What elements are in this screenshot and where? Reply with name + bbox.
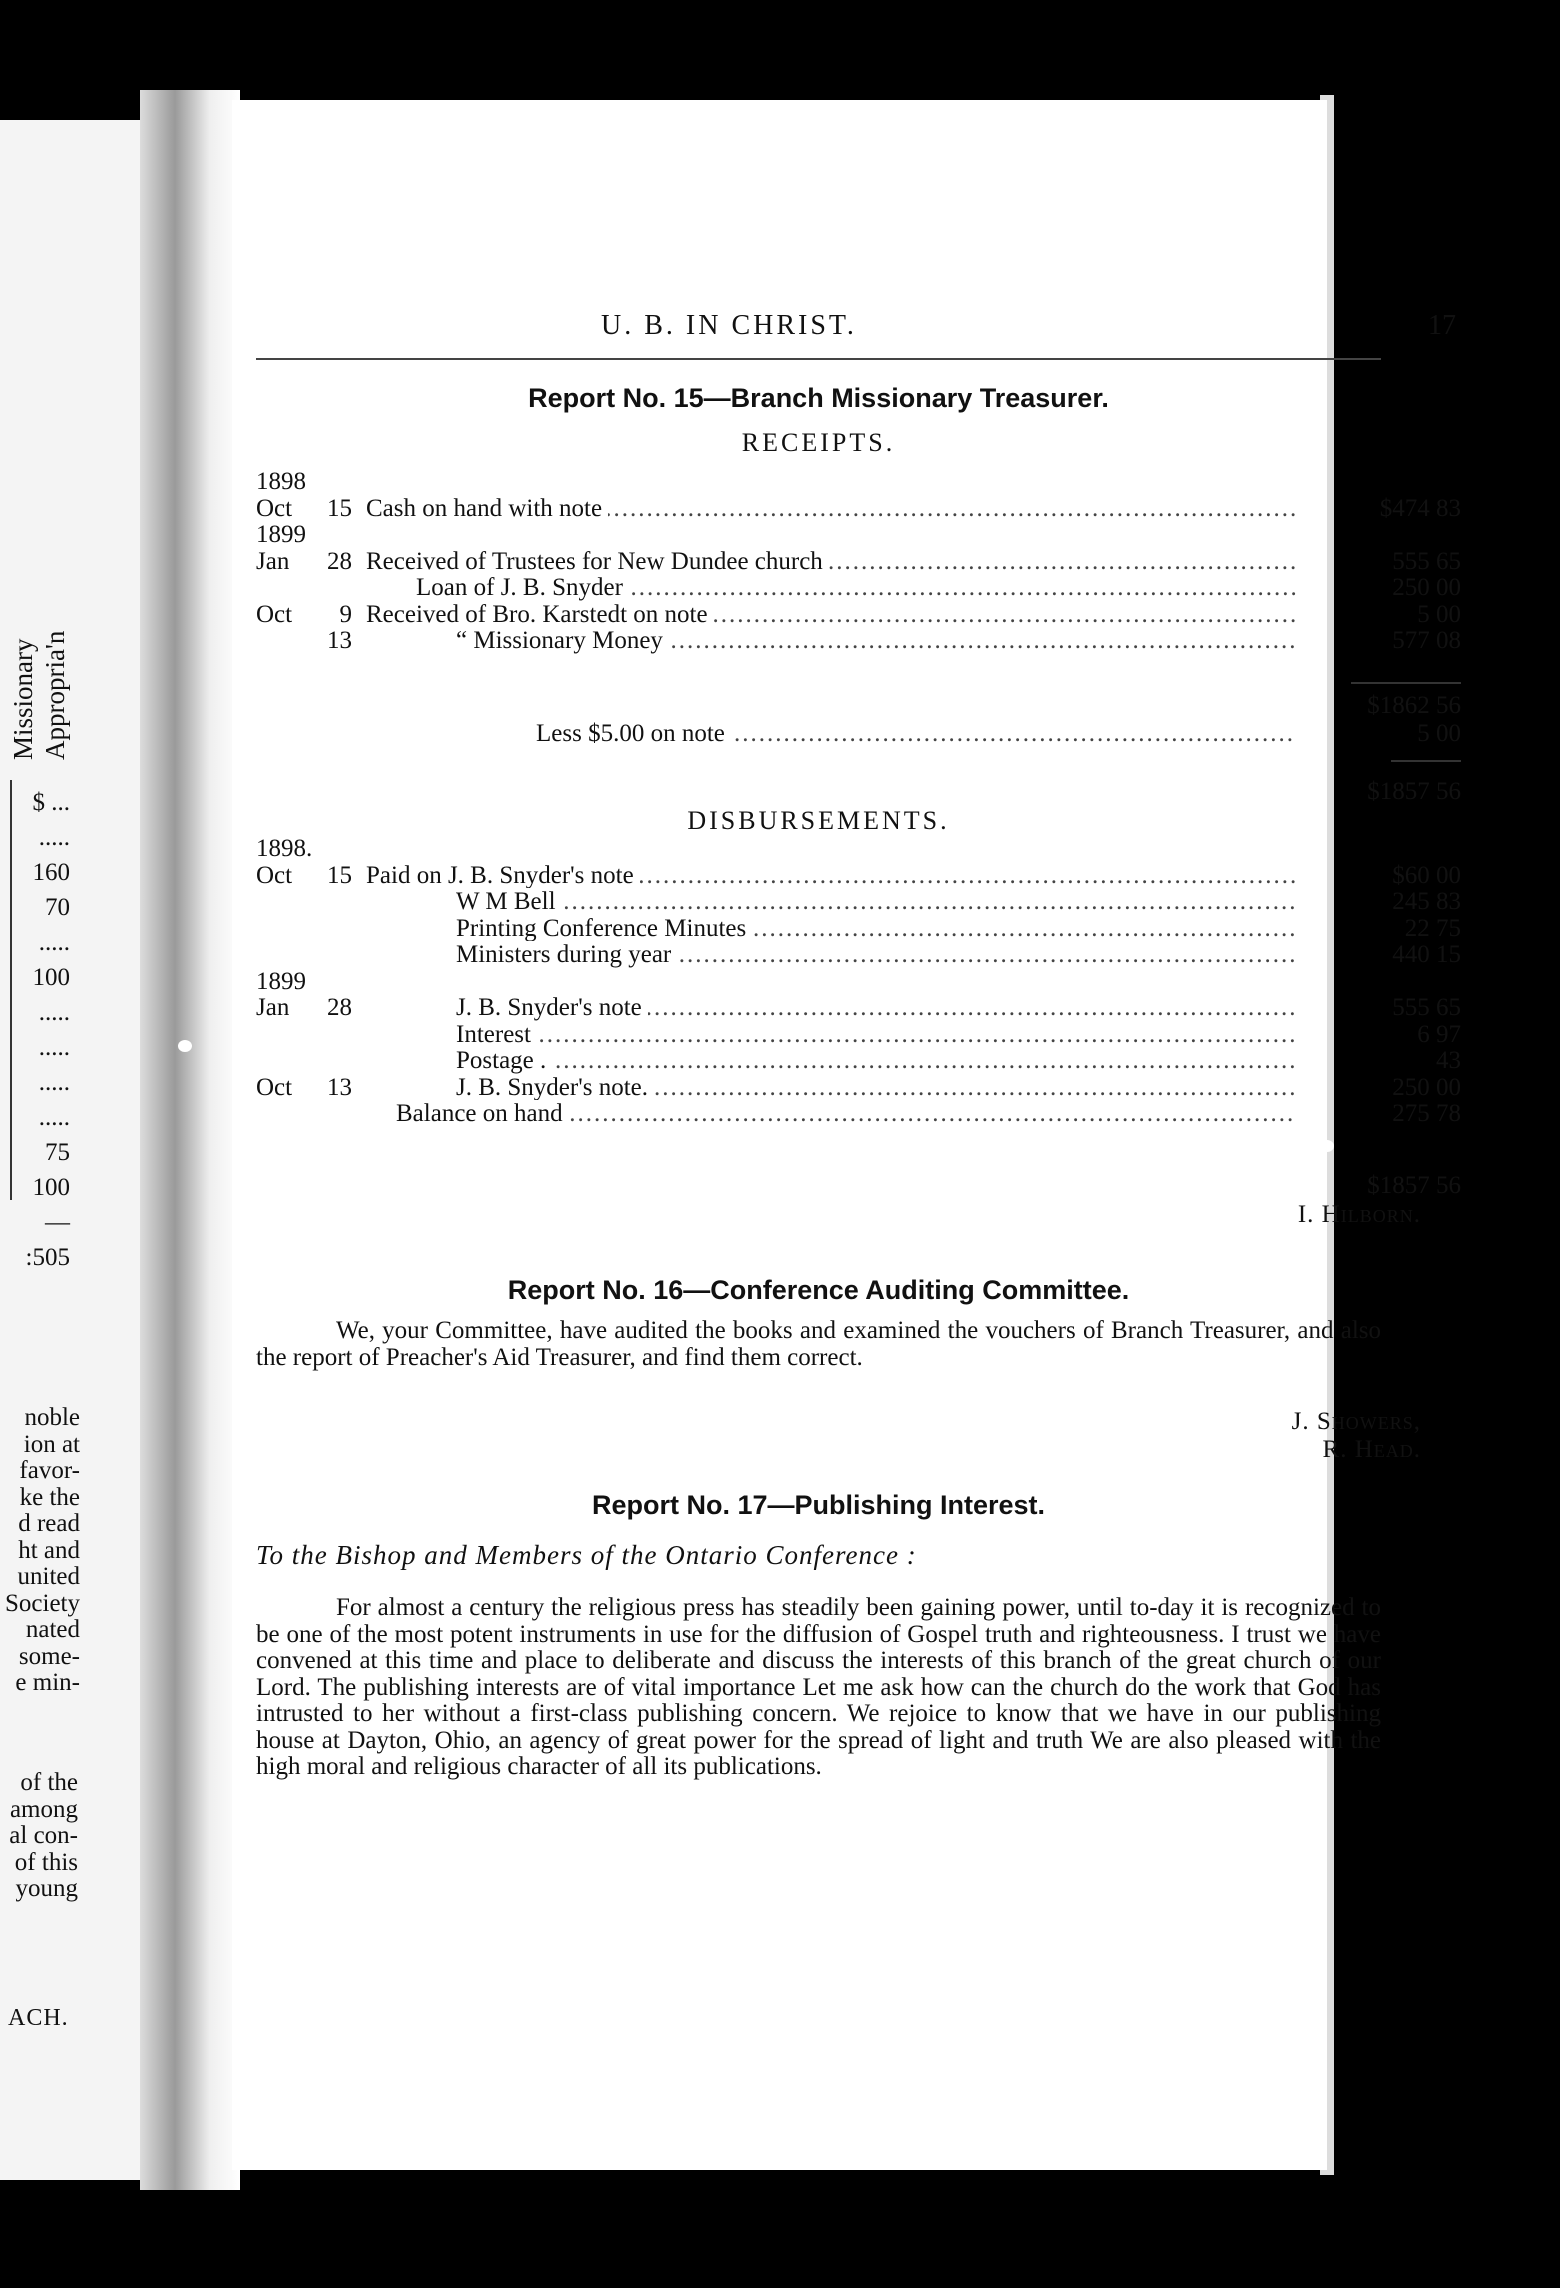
facing-page-line: favor- xyxy=(19,1457,80,1484)
appropriation-value: 100 xyxy=(32,1174,70,1201)
disb-row xyxy=(256,968,1381,998)
disb-desc xyxy=(396,1100,1296,1128)
facing-page-line: noble xyxy=(24,1404,80,1431)
rec-desc xyxy=(456,627,1296,655)
less-label: Less $5.00 on note xyxy=(536,720,731,747)
rec-amount: $474 83 xyxy=(1379,494,1461,522)
appropriation-value: ..... xyxy=(38,1034,70,1061)
rec-day: 13 xyxy=(327,627,352,654)
appropriation-value: 75 xyxy=(45,1139,70,1166)
facing-page-line: nated xyxy=(25,1616,80,1643)
disb-amount: 22 75 xyxy=(1404,914,1461,942)
rec-year: 1898 xyxy=(256,468,306,495)
book-gutter xyxy=(140,90,240,2190)
disb-amount: $60 00 xyxy=(1392,861,1461,889)
appropriation-value: ..... xyxy=(38,824,70,851)
disb-amount: 440 15 xyxy=(1392,941,1461,968)
signature-head: R. Head. xyxy=(1322,1436,1421,1463)
rec-amount: 577 08 xyxy=(1392,627,1461,654)
column-heading-appropriation: Appropria'n xyxy=(40,630,70,760)
rec-row xyxy=(256,494,1461,525)
running-head xyxy=(256,310,1456,350)
appropriation-value: ..... xyxy=(38,929,70,956)
appropriation-value: ..... xyxy=(38,1104,70,1131)
subtotal-rule xyxy=(1351,682,1461,684)
receipts-subtotal-row xyxy=(256,692,1461,722)
disb-desc xyxy=(456,915,1296,943)
disb-row xyxy=(256,861,1461,892)
disb-row xyxy=(256,941,1461,971)
facing-page-signature: ACH. xyxy=(8,2005,69,2031)
disb-desc xyxy=(366,862,1296,890)
disb-row xyxy=(256,1100,1461,1130)
speck xyxy=(178,1040,192,1052)
header-rule xyxy=(256,358,1381,360)
disb-month: Oct xyxy=(256,1073,293,1101)
disb-desc-text: Interest xyxy=(456,1021,537,1048)
disb-row xyxy=(256,1047,1461,1077)
rec-amount: 250 00 xyxy=(1392,574,1461,601)
rec-month: Oct xyxy=(256,494,293,522)
facing-page-line: ke the xyxy=(19,1483,80,1511)
facing-page-line: e min- xyxy=(15,1669,80,1696)
report-17-salutation: To the Bishop and Members of the Ontario Conference : xyxy=(256,1540,917,1570)
facing-page-text-2 xyxy=(0,1770,78,1903)
disb-month: Jan xyxy=(256,994,290,1021)
appropriation-value: $ ... xyxy=(32,789,70,816)
rec-desc xyxy=(416,574,1296,602)
running-head-title: U. B. IN CHRIST. xyxy=(601,310,857,341)
report-15-signature: I. Hilborn. xyxy=(1297,1201,1421,1228)
disb-day: 13 xyxy=(327,1073,352,1101)
column-heading-missionary: Missionary xyxy=(8,638,38,760)
disb-year: 1898. xyxy=(256,835,313,862)
facing-page-line: d read xyxy=(18,1510,80,1537)
rec-row xyxy=(256,600,1461,631)
rec-amount: 5 00 xyxy=(1417,600,1461,628)
disb-desc xyxy=(456,888,1296,916)
disb-desc xyxy=(456,994,1296,1022)
rec-year: 1899 xyxy=(256,521,306,548)
facing-page-line: united xyxy=(17,1563,80,1590)
rec-row xyxy=(256,521,1381,551)
rec-row xyxy=(256,627,1461,657)
book-page xyxy=(232,100,1461,2170)
report-16-body xyxy=(256,1318,1381,1371)
disb-desc-text: W M Bell xyxy=(456,888,562,915)
facing-page-line: of this xyxy=(14,1848,78,1876)
disb-amount: 245 83 xyxy=(1392,888,1461,915)
rec-day: 28 xyxy=(327,547,352,575)
disb-month: Oct xyxy=(256,861,293,889)
rec-row xyxy=(256,468,1381,498)
facing-page-line: some- xyxy=(18,1642,80,1670)
report-17-paragraph: For almost a century the religious press has steadily been gaining power, until to-day it is recognized to be one of the most potent instruments in use for the diffusion of Gospel truth and righteousness. I trust we have convened at this time and place to deliberate and discuss the interests of this branch of the great church of our Lord. The publishing interests are of vital importance Let me ask how can the church do the work that God has intrusted to her without a first-class publishing concern. We rejoice to know that we have in our publishing house at Dayton, Ohio, an agency of great power for the spread of light and truth We are also pleased with the high moral and religious character of all its publications. xyxy=(256,1594,1381,1780)
report-17-heading: Report No. 17—Publishing Interest. xyxy=(591,1490,1046,1520)
report-17-body xyxy=(256,1595,1381,1781)
disb-amount: 555 65 xyxy=(1392,994,1461,1021)
page-number: 17 xyxy=(1428,310,1456,341)
facing-page-line: ht and xyxy=(18,1536,80,1564)
appropriation-value: 100 xyxy=(32,964,70,991)
rec-desc xyxy=(366,601,1296,629)
disb-row xyxy=(256,1073,1461,1104)
disb-row xyxy=(256,1020,1461,1051)
disbursements-total-row xyxy=(256,1172,1461,1202)
rec-month: Oct xyxy=(256,600,293,628)
receipts-subtotal: $1862 56 xyxy=(1367,692,1461,719)
disb-desc-text: Ministers during year xyxy=(456,941,677,968)
rec-desc-text: Received of Bro. Karstedt on note xyxy=(366,601,714,628)
disb-desc-text: J. B. Snyder's note. xyxy=(456,1074,654,1101)
appropriation-column xyxy=(0,785,70,1275)
disb-row xyxy=(256,914,1461,945)
disbursements-title: DISBURSEMENTS. xyxy=(687,806,950,835)
disb-row xyxy=(256,888,1461,918)
disb-desc xyxy=(456,1021,1296,1049)
disb-desc-text: Balance on hand xyxy=(396,1100,569,1127)
rec-desc-text: Cash on hand with note xyxy=(366,495,608,522)
disb-year: 1899 xyxy=(256,967,306,995)
disb-day: 15 xyxy=(327,861,352,889)
rec-desc-text: “ Missionary Money xyxy=(456,627,669,654)
appropriation-value: 160 xyxy=(32,859,70,886)
appropriation-value: — xyxy=(45,1209,70,1236)
receipts-total: $1857 56 xyxy=(1367,778,1461,805)
receipts-total-row xyxy=(256,778,1461,808)
facing-page-line: Society xyxy=(5,1589,80,1617)
disb-desc-text: Paid on J. B. Snyder's note xyxy=(366,862,640,889)
less-amount: 5 00 xyxy=(1417,720,1461,747)
signature-showers: J. Showers, xyxy=(1291,1408,1421,1435)
disb-desc xyxy=(456,1047,1296,1075)
disb-row xyxy=(256,994,1461,1024)
report-16-heading: Report No. 16—Conference Auditing Committee. xyxy=(507,1275,1130,1305)
disb-desc-text: Printing Conference Minutes xyxy=(456,915,752,942)
disb-day: 28 xyxy=(327,994,352,1021)
disb-row xyxy=(256,835,1381,865)
appropriation-value: 70 xyxy=(45,894,70,921)
disb-amount: 6 97 xyxy=(1417,1020,1461,1048)
disb-desc-text: J. B. Snyder's note xyxy=(456,994,648,1021)
disb-amount: 275 78 xyxy=(1392,1100,1461,1127)
facing-page-line: ion at xyxy=(23,1430,80,1458)
speck xyxy=(1320,1140,1334,1152)
disbursements-total: $1857 56 xyxy=(1367,1172,1461,1199)
rec-amount: 555 65 xyxy=(1392,547,1461,575)
rec-month: Jan xyxy=(256,547,290,575)
disb-desc xyxy=(456,941,1296,969)
appropriation-value: :505 xyxy=(25,1244,70,1271)
less-row xyxy=(256,720,1461,750)
appropriation-value: ..... xyxy=(38,999,70,1026)
disb-amount: 250 00 xyxy=(1392,1073,1461,1101)
facing-page-column-headings xyxy=(8,560,70,760)
facing-page-line: young xyxy=(15,1875,78,1902)
report-15-heading: Report No. 15—Branch Missionary Treasurer. xyxy=(528,383,1109,413)
facing-page-line: of the xyxy=(20,1769,78,1796)
disb-desc-text: Postage . xyxy=(456,1047,552,1074)
total-rule xyxy=(1391,760,1461,762)
report-16-paragraph: We, your Committee, have audited the books and examined the vouchers of Branch Treasurer, and also the report of Preacher's Aid Treasurer, and find them correct. xyxy=(256,1317,1381,1371)
rec-day: 9 xyxy=(339,600,352,628)
disb-desc xyxy=(456,1074,1296,1102)
facing-page-line: among xyxy=(9,1795,78,1823)
receipts-title: RECEIPTS. xyxy=(741,428,896,457)
facing-page-text xyxy=(4,1405,80,1697)
rec-desc xyxy=(366,548,1296,576)
rec-desc-text: Loan of J. B. Snyder xyxy=(416,574,629,601)
disb-amount: 43 xyxy=(1436,1047,1461,1074)
rec-day: 15 xyxy=(327,494,352,522)
facing-page xyxy=(0,120,140,2180)
rec-row xyxy=(256,547,1461,578)
rec-desc xyxy=(366,495,1296,523)
rec-row xyxy=(256,574,1461,604)
facing-page-line: al con- xyxy=(9,1822,78,1849)
rec-desc-text: Received of Trustees for New Dundee church xyxy=(366,548,829,575)
appropriation-value: ..... xyxy=(38,1069,70,1096)
